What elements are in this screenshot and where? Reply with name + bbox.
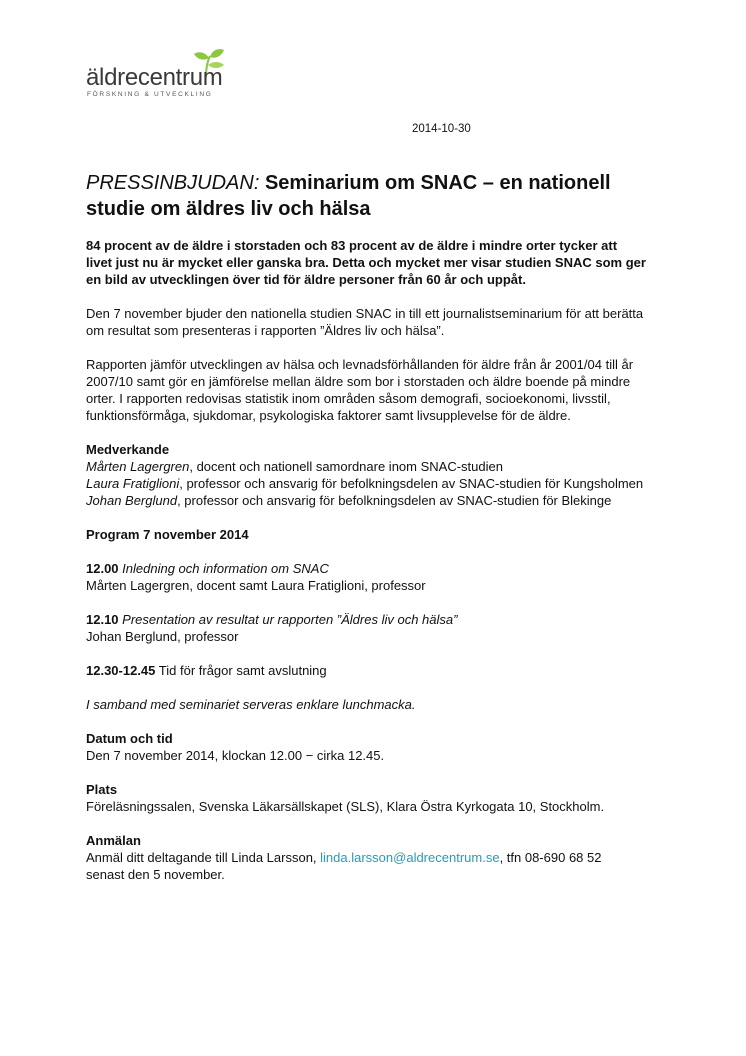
program-time: 12.30-12.45	[86, 663, 156, 678]
program-closing-text: Tid för frågor samt avslutning	[155, 663, 327, 678]
place-heading: Plats	[86, 782, 118, 797]
datetime-section	[86, 730, 646, 764]
participant-desc: , professor och ansvarig för befolkningsdelen av SNAC-studien för Kungsholmen	[179, 476, 644, 491]
registration-text: Anmäl ditt deltagande till Linda Larsson,	[86, 850, 321, 865]
email-link[interactable]: linda.larsson@aldrecentrum.se	[320, 850, 500, 865]
press-release-body	[86, 170, 646, 900]
program-title: Inledning och information om SNAC	[122, 561, 329, 576]
registration-phone: , tfn 08-690 68 52	[499, 850, 602, 865]
lunch-note	[86, 696, 646, 713]
registration-deadline: senast den 5 november.	[86, 867, 225, 882]
place-section	[86, 781, 646, 815]
program-time: 12.10	[86, 612, 119, 627]
datetime-heading: Datum och tid	[86, 731, 173, 746]
document-date: 2014-10-30	[412, 123, 471, 135]
participant-desc: , professor och ansvarig för befolkningsdelen av SNAC-studien för Blekinge	[177, 493, 612, 508]
lunch-note-text: I samband med seminariet serveras enklare lunchmacka.	[86, 697, 416, 712]
logo-tagline: FÖRSKNING & UTVECKLING	[87, 91, 213, 98]
participant-name: Mårten Lagergren	[86, 459, 190, 474]
program-speaker: Johan Berglund, professor	[86, 629, 239, 644]
title-main: Seminarium om SNAC – en nationell studie om äldres liv och hälsa	[86, 172, 611, 220]
participant-desc: , docent och nationell samordnare inom SNAC-studien	[189, 459, 503, 474]
participants-heading: Medverkande	[86, 442, 170, 457]
intro-paragraph: Den 7 november bjuder den nationella studien SNAC in till ett journalistseminarium för att berätta om resultat som presenteras i rapporten ”Äldres liv och hälsa”.	[86, 306, 644, 338]
participant-name: Johan Berglund	[86, 493, 178, 508]
lead-paragraph: 84 procent av de äldre i storstaden och 83 procent av de äldre i mindre orter tycker att livet just nu är mycket eller ganska bra. Detta och mycket mer visar studien SNAC som ger en bild av utvecklingen över tid för äldre personer från 60 år och uppåt.	[86, 238, 646, 287]
registration-heading: Anmälan	[86, 833, 141, 848]
aldrecentrum-logo	[86, 48, 236, 104]
place-text: Föreläsningssalen, Svenska Läkarsällskapet (SLS), Klara Östra Kyrkogata 10, Stockholm.	[86, 799, 605, 814]
registration-section	[86, 832, 646, 883]
title-prefix: PRESSINBJUDAN:	[86, 172, 260, 194]
report-paragraph: Rapporten jämför utvecklingen av hälsa och levnadsförhållanden för äldre från år 2001/04 till år 2007/10 samt gör en jämförelse mellan äldre som bor i storstaden och äldre boende på mindre orter. I rapporten redovisas statistik inom områden såsom demografi, socioekonomi, livsstil, funktionsförmåga, sjukdomar, psykologiska faktorer samt livsupplevelse för de äldre.	[86, 357, 634, 423]
program-closing	[86, 662, 646, 679]
page-title	[86, 170, 646, 222]
participant-name: Laura Fratiglioni	[86, 476, 180, 491]
program-title: Presentation av resultat ur rapporten ”Äldres liv och hälsa”	[122, 612, 458, 627]
program-item	[86, 560, 646, 594]
participants-section	[86, 441, 646, 509]
program-speaker: Mårten Lagergren, docent samt Laura Fratiglioni, professor	[86, 578, 426, 593]
program-time: 12.00	[86, 561, 119, 576]
datetime-text: Den 7 november 2014, klockan 12.00 − cirka 12.45.	[86, 748, 385, 763]
program-item	[86, 611, 646, 645]
logo-wordmark: äldrecentrum	[86, 64, 223, 91]
program-heading: Program 7 november 2014	[86, 527, 249, 542]
